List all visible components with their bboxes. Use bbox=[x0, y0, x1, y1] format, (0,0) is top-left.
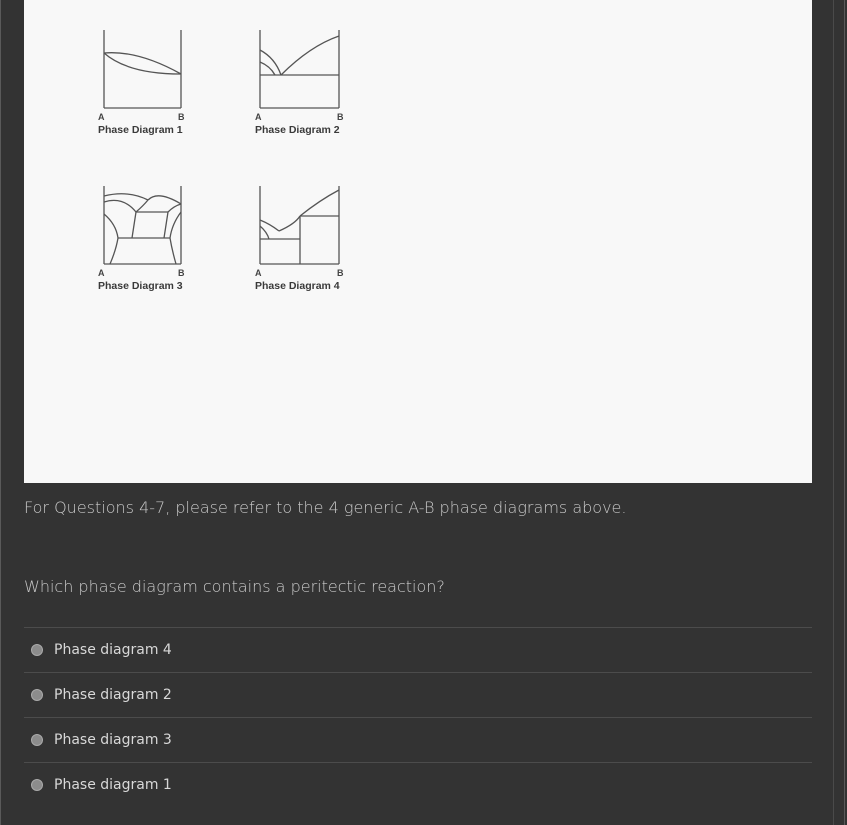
phase-diagram-4 bbox=[255, 184, 365, 304]
radio-button[interactable] bbox=[31, 734, 43, 746]
phase-diagram-2 bbox=[255, 28, 365, 148]
option-phase-diagram-4[interactable] bbox=[24, 627, 812, 672]
option-phase-diagram-2[interactable] bbox=[24, 672, 812, 717]
axis-label-b: B bbox=[178, 112, 185, 122]
radio-button[interactable] bbox=[31, 644, 43, 656]
phase-diagram-4-graphic bbox=[255, 184, 365, 279]
option-phase-diagram-3[interactable] bbox=[24, 717, 812, 762]
option-label: Phase diagram 4 bbox=[54, 642, 172, 658]
answer-options bbox=[24, 627, 812, 807]
question-text: Which phase diagram contains a peritectic reaction? bbox=[24, 577, 445, 596]
option-label: Phase diagram 2 bbox=[54, 687, 172, 703]
option-phase-diagram-1[interactable] bbox=[24, 762, 812, 807]
option-label: Phase diagram 1 bbox=[54, 777, 172, 793]
axis-label-b: B bbox=[178, 268, 185, 278]
axis-label-a: A bbox=[98, 112, 105, 122]
diagram-caption: Phase Diagram 4 bbox=[255, 280, 340, 292]
axis-label-b: B bbox=[337, 112, 344, 122]
diagram-caption: Phase Diagram 1 bbox=[98, 124, 183, 136]
phase-diagram-1 bbox=[98, 28, 208, 148]
intro-text: For Questions 4-7, please refer to the 4 generic A-B phase diagrams above. bbox=[24, 498, 627, 517]
radio-button[interactable] bbox=[31, 689, 43, 701]
diagram-caption: Phase Diagram 3 bbox=[98, 280, 183, 292]
phase-diagrams-figure bbox=[24, 0, 812, 483]
diagram-caption: Phase Diagram 2 bbox=[255, 124, 340, 136]
phase-diagram-3-graphic bbox=[98, 184, 208, 279]
axis-label-b: B bbox=[337, 268, 344, 278]
axis-label-a: A bbox=[98, 268, 105, 278]
phase-diagram-3 bbox=[98, 184, 208, 304]
phase-diagram-2-graphic bbox=[255, 28, 365, 123]
phase-diagram-1-graphic bbox=[98, 28, 208, 123]
option-label: Phase diagram 3 bbox=[54, 732, 172, 748]
axis-label-a: A bbox=[255, 112, 262, 122]
axis-label-a: A bbox=[255, 268, 262, 278]
radio-button[interactable] bbox=[31, 779, 43, 791]
